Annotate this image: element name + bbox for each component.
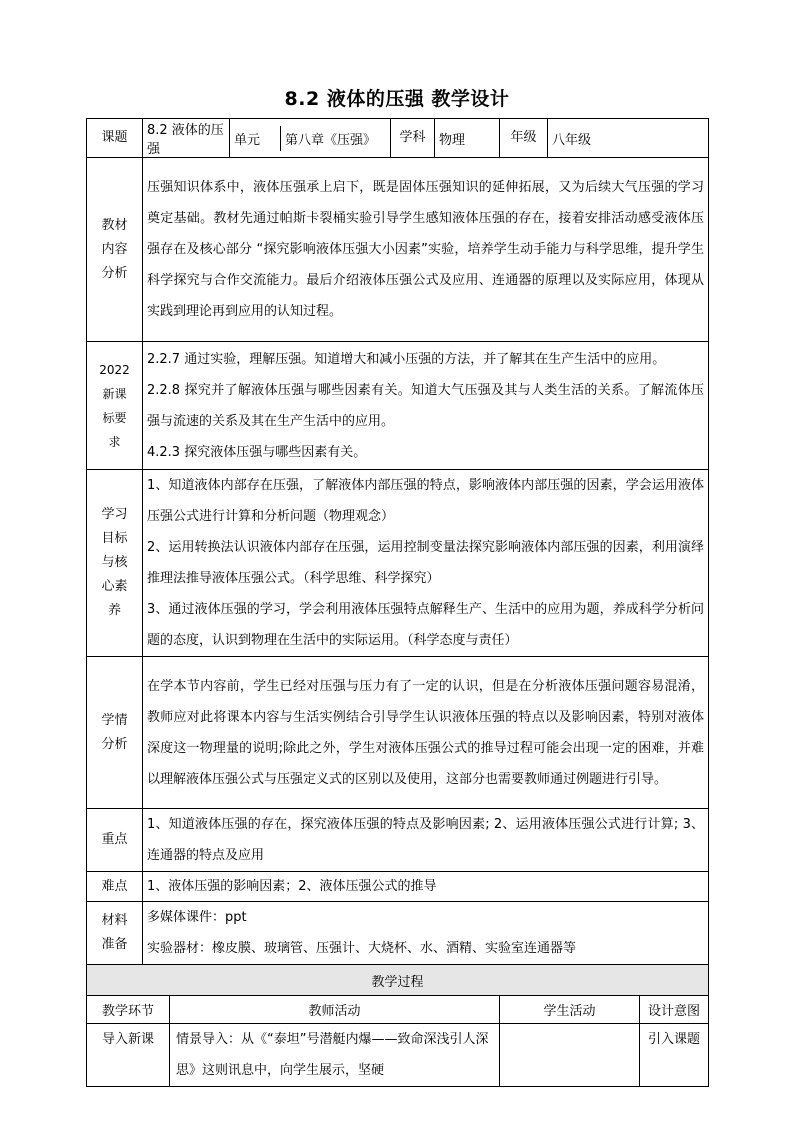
process-header-row	[87, 996, 709, 1024]
standard-line: 2.2.8 探究并了解液体压强与哪些因素有关。知道大气压强及其与人类生活的关系。了解流体压强与流速的关系及其在生产生活中的应用。	[147, 382, 705, 429]
process-teacher: 情景导入：从《“泰坦”号潜艇内爆——致命深浅引人深思》这则讯息中，向学生展示，坚硬	[170, 1024, 500, 1087]
goal-line: 1、知道液体内部存在压强，了解液体内部压强的特点，影响液体内部压强的因素，学会运用液体压强公式进行计算和分析问题（物理观念）	[147, 478, 705, 524]
content-analysis-label: 教材 内容 分析	[87, 158, 143, 342]
process-stage: 导入新课	[87, 1024, 170, 1087]
process-header-intent: 设计意图	[640, 996, 709, 1024]
unit-label: 单元	[230, 126, 281, 151]
goal-line: 3、通过液体压强的学习，学会利用液体压强特点解释生产、生活中的应用为题，养成科学分析问题的态度，认识到物理在生活中的实际运用。（科学态度与责任）	[147, 602, 705, 648]
grade-value: 八年级	[548, 119, 709, 158]
subject-value: 物理	[435, 119, 500, 158]
situation-row	[87, 657, 709, 809]
standard-line: 2.2.7 通过实验，理解压强。知道增大和减小压强的方法，并了解其在生产生活中的应用。	[147, 351, 666, 367]
topic-label: 课题	[87, 119, 143, 158]
difficult-points-label: 难点	[87, 872, 143, 902]
difficult-points-text: 1、液体压强的影响因素；2、液体压强公式的推导	[143, 872, 709, 902]
content-analysis-row	[87, 158, 709, 342]
meta-row	[87, 119, 709, 158]
standard-label: 2022 新课 标要 求	[87, 342, 143, 470]
subject-label: 学科	[391, 119, 435, 158]
process-row	[87, 1024, 709, 1087]
process-header-stage: 教学环节	[87, 996, 170, 1024]
topic-value: 8.2 液体的压强	[143, 119, 230, 158]
goals-row	[87, 470, 709, 657]
content-analysis-text: 压强知识体系中，液体压强承上启下，既是固体压强知识的延伸拓展，又为后续大气压强的学习奠定基础。教材先通过帕斯卡裂桶实验引导学生感知液体压强的存在，接着安排活动感受液体压强存在及核心部分 “探究影响液体压强大小因素”实验，培养学生动手能力与科学思维，提升学生科学探究与合作交流能力。最后介绍液体压强公式及应用、连通器的原理以及实际应用，体现从实践到理论再到应用的认知过程。	[143, 158, 709, 342]
process-header-student: 学生活动	[500, 996, 640, 1024]
materials-row	[87, 902, 709, 965]
process-header-teacher: 教师活动	[170, 996, 500, 1024]
lesson-plan-table	[86, 118, 709, 1087]
process-intent: 引入课题	[640, 1024, 709, 1087]
difficult-points-row	[87, 872, 709, 902]
standard-text	[143, 342, 709, 470]
key-points-text: 1、知道液体压强的存在，探究液体压强的特点及影响因素; 2、运用液体压强公式进行计算; 3、连通器的特点及应用	[143, 809, 709, 872]
standard-line: 4.2.3 探究液体压强与哪些因素有关。	[147, 444, 367, 460]
materials-text	[143, 902, 709, 965]
page-title: 8.2 液体的压强 教学设计	[284, 88, 510, 110]
materials-label: 材料 准备	[87, 902, 143, 965]
goals-text	[143, 470, 709, 657]
process-student	[500, 1024, 640, 1087]
goal-line: 2、运用转换法认识液体内部存在压强，运用控制变量法探究影响液体内部压强的因素，利用演绎推理法推导液体压强公式。（科学思维、科学探究）	[147, 540, 705, 586]
goals-label: 学习 目标 与核 心素 养	[87, 470, 143, 657]
situation-text: 在学本节内容前，学生已经对压强与压力有了一定的认识，但是在分析液体压强问题容易混淆，教师应对此将课本内容与生活实例结合引导学生认识液体压强的特点以及影响因素，特别对液体深度这一物理量的说明;除此之外，学生对液体压强公式的推导过程可能会出现一定的困难，并难以理解液体压强公式与压强定义式的区别以及使用，这部分也需要教师通过例题进行引导。	[143, 657, 709, 809]
materials-line: 多媒体课件：ppt	[147, 910, 247, 925]
situation-label: 学情 分析	[87, 657, 143, 809]
grade-label: 年级	[500, 119, 548, 158]
key-points-row	[87, 809, 709, 872]
materials-line: 实验器材：橡皮膜、玻璃管、压强计、大烧杯、水、酒精、实验室连通器等	[147, 941, 577, 956]
key-points-label: 重点	[87, 809, 143, 872]
process-title-row	[87, 965, 709, 996]
unit-value: 第八章《压强》	[285, 132, 377, 148]
process-title: 教学过程	[87, 965, 709, 996]
standard-row	[87, 342, 709, 470]
